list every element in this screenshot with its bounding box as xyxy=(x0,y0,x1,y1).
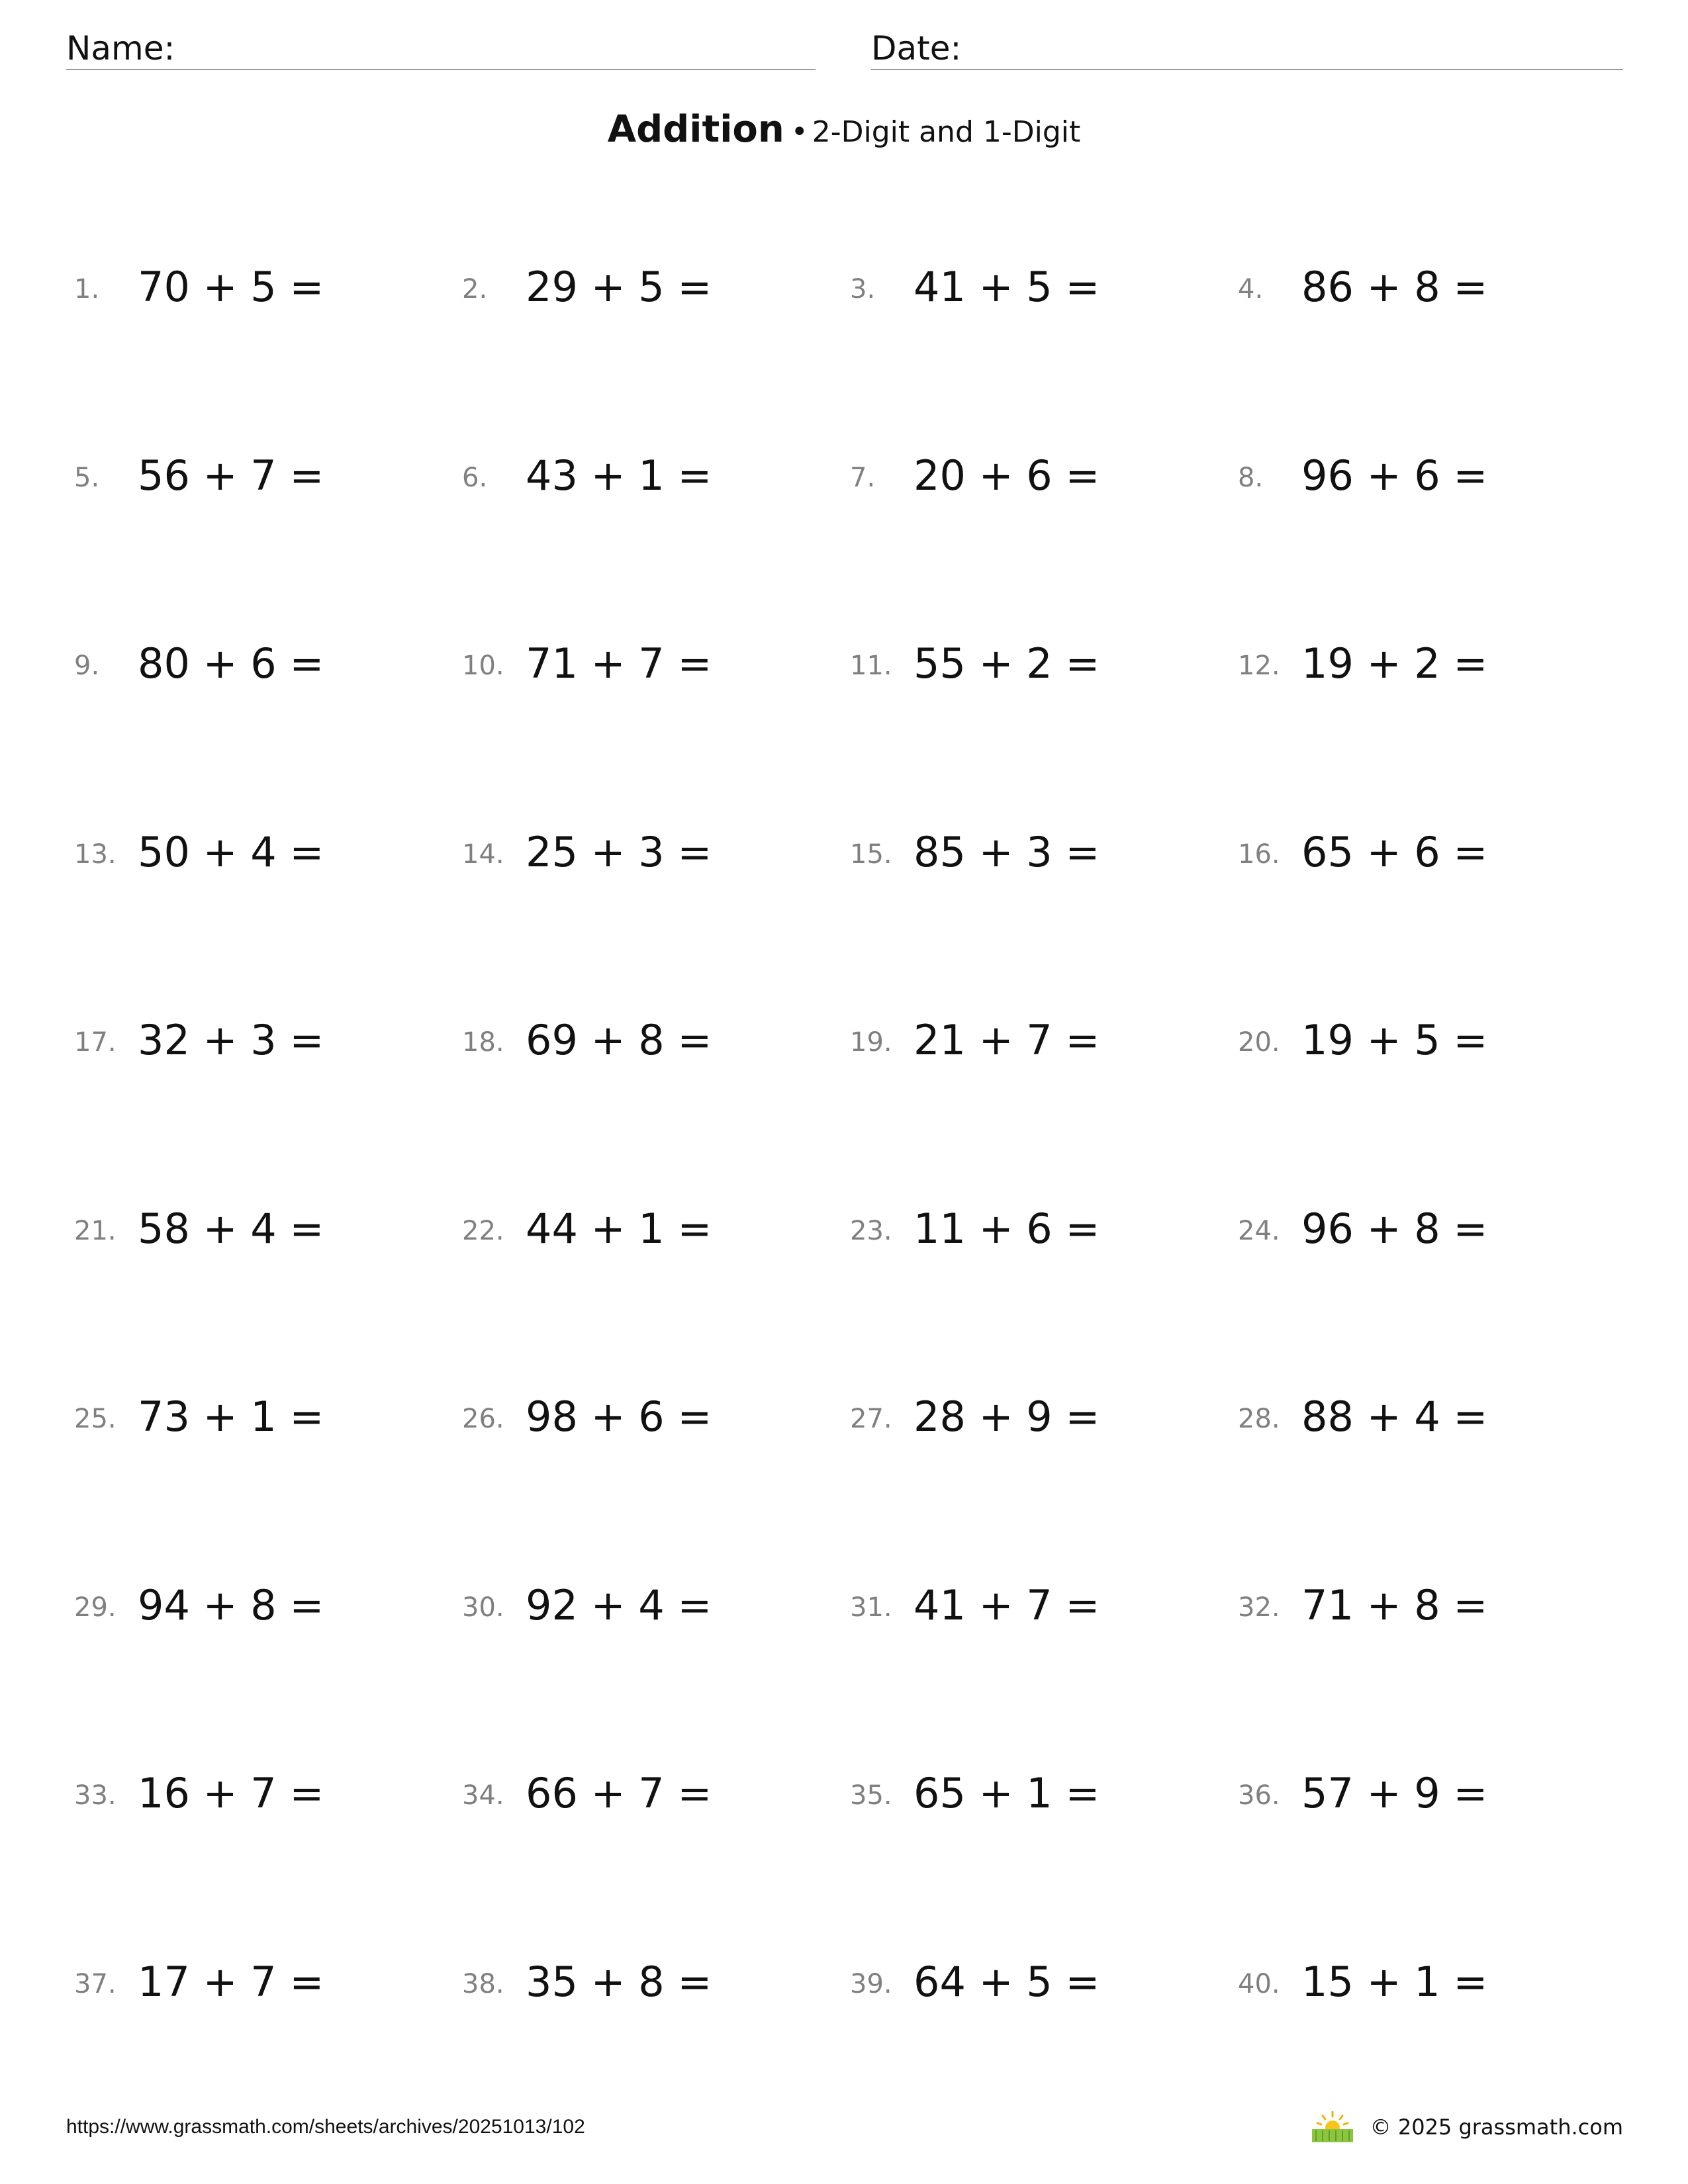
title-main: Addition xyxy=(607,108,784,151)
problem-expression: 16 + 7 = xyxy=(138,1769,324,1817)
problem-expression: 85 + 3 = xyxy=(914,827,1100,876)
problem-expression: 55 + 2 = xyxy=(914,639,1100,688)
problem-expression: 25 + 3 = xyxy=(526,827,712,876)
problem-expression: 58 + 4 = xyxy=(138,1204,324,1253)
problem-number: 19. xyxy=(850,1027,892,1058)
problem-expression: 65 + 1 = xyxy=(914,1769,1100,1817)
problem-number: 18. xyxy=(462,1027,504,1058)
problem-number: 11. xyxy=(850,651,892,681)
problem-number: 26. xyxy=(462,1404,504,1434)
sun-over-grass-icon xyxy=(1309,2111,1356,2144)
problem-expression: 41 + 5 = xyxy=(914,263,1100,311)
problem-number: 2. xyxy=(462,274,488,304)
problem-expression: 69 + 8 = xyxy=(526,1016,712,1064)
problem-number: 36. xyxy=(1238,1780,1280,1811)
footer-copyright: © 2025 grassmath.com xyxy=(1370,2115,1623,2140)
problem-expression: 92 + 4 = xyxy=(526,1580,712,1629)
problem-number: 3. xyxy=(850,274,876,304)
problem-number: 17. xyxy=(74,1027,117,1058)
problem-number: 14. xyxy=(462,839,504,870)
problem-number: 12. xyxy=(1238,651,1280,681)
problem-number: 22. xyxy=(462,1215,504,1246)
problem-expression: 43 + 1 = xyxy=(526,451,712,500)
problem-expression: 50 + 4 = xyxy=(138,827,324,876)
problem-expression: 15 + 1 = xyxy=(1301,1957,1488,2006)
problem-expression: 28 + 9 = xyxy=(914,1392,1100,1441)
problem-expression: 32 + 3 = xyxy=(138,1016,324,1064)
problem-number: 40. xyxy=(1238,1968,1280,1999)
problem-number: 20. xyxy=(1238,1027,1280,1058)
problem-expression: 73 + 1 = xyxy=(138,1392,324,1441)
problem-number: 24. xyxy=(1238,1215,1280,1246)
problem-expression: 96 + 8 = xyxy=(1301,1204,1488,1253)
footer-branding xyxy=(1309,2109,1623,2146)
problem-number: 28. xyxy=(1238,1404,1280,1434)
problem-expression: 66 + 7 = xyxy=(526,1769,712,1817)
problem-number: 7. xyxy=(850,462,876,493)
problem-number: 39. xyxy=(850,1968,892,1999)
problem-number: 37. xyxy=(74,1968,117,1999)
problem-number: 6. xyxy=(462,462,488,493)
date-label: Date: xyxy=(871,29,962,68)
problem-number: 21. xyxy=(74,1215,117,1246)
problem-expression: 19 + 5 = xyxy=(1301,1016,1488,1064)
problem-expression: 35 + 8 = xyxy=(526,1957,712,2006)
problem-expression: 44 + 1 = xyxy=(526,1204,712,1253)
problem-number: 27. xyxy=(850,1404,892,1434)
problem-number: 31. xyxy=(850,1592,892,1623)
problem-number: 33. xyxy=(74,1780,117,1811)
problem-number: 29. xyxy=(74,1592,117,1623)
problem-expression: 71 + 8 = xyxy=(1301,1580,1488,1629)
problem-expression: 94 + 8 = xyxy=(138,1580,324,1629)
problem-number: 13. xyxy=(74,839,117,870)
problem-number: 15. xyxy=(850,839,892,870)
problem-number: 25. xyxy=(74,1404,117,1434)
problem-expression: 19 + 2 = xyxy=(1301,639,1488,688)
problem-expression: 21 + 7 = xyxy=(914,1016,1100,1064)
problem-number: 9. xyxy=(74,651,100,681)
problem-number: 5. xyxy=(74,462,100,493)
problem-expression: 65 + 6 = xyxy=(1301,827,1488,876)
problem-expression: 86 + 8 = xyxy=(1301,263,1488,311)
problem-number: 4. xyxy=(1238,274,1264,304)
problem-number: 35. xyxy=(850,1780,892,1811)
problem-number: 32. xyxy=(1238,1592,1280,1623)
problem-expression: 17 + 7 = xyxy=(138,1957,324,2006)
problem-number: 34. xyxy=(462,1780,504,1811)
problem-expression: 11 + 6 = xyxy=(914,1204,1100,1253)
title-separator: • xyxy=(790,115,808,149)
problem-expression: 96 + 6 = xyxy=(1301,451,1488,500)
problem-expression: 70 + 5 = xyxy=(138,263,324,311)
problem-expression: 41 + 7 = xyxy=(914,1580,1100,1629)
problem-expression: 29 + 5 = xyxy=(526,263,712,311)
title-subtitle: 2-Digit and 1-Digit xyxy=(812,115,1081,149)
problem-number: 30. xyxy=(462,1592,504,1623)
name-label: Name: xyxy=(66,29,175,68)
problem-number: 23. xyxy=(850,1215,892,1246)
problem-expression: 20 + 6 = xyxy=(914,451,1100,500)
problem-number: 16. xyxy=(1238,839,1280,870)
problem-number: 38. xyxy=(462,1968,504,1999)
problem-number: 1. xyxy=(74,274,100,304)
problem-expression: 88 + 4 = xyxy=(1301,1392,1488,1441)
footer-url[interactable]: https://www.grassmath.com/sheets/archives/20251013/102 xyxy=(66,2116,585,2138)
problem-number: 8. xyxy=(1238,462,1264,493)
problem-expression: 64 + 5 = xyxy=(914,1957,1100,2006)
problem-expression: 56 + 7 = xyxy=(138,451,324,500)
problem-expression: 71 + 7 = xyxy=(526,639,712,688)
problem-number: 10. xyxy=(462,651,504,681)
problem-expression: 98 + 6 = xyxy=(526,1392,712,1441)
problem-expression: 80 + 6 = xyxy=(138,639,324,688)
problem-expression: 57 + 9 = xyxy=(1301,1769,1488,1817)
